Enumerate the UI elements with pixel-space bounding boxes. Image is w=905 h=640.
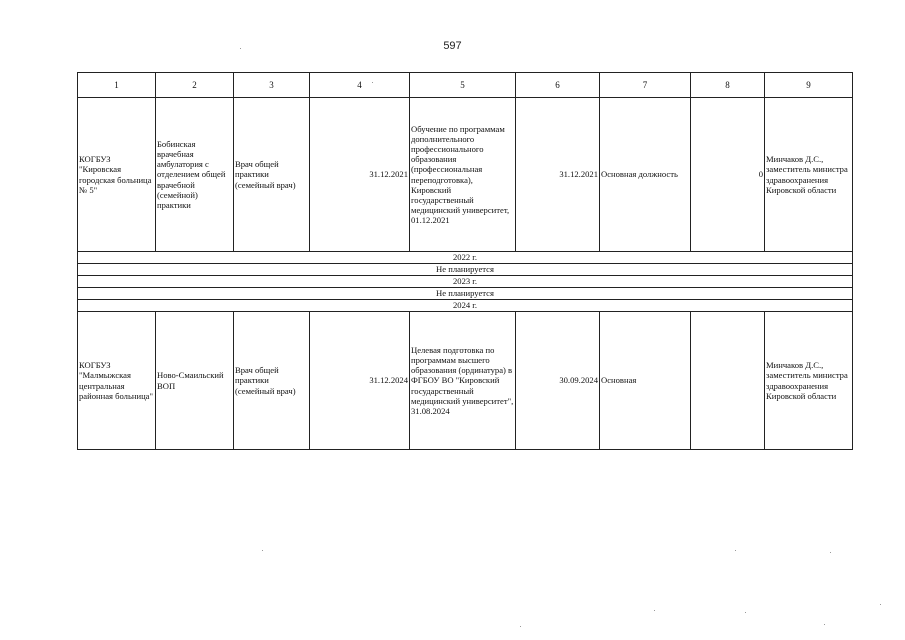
training-cell: Обучение по программам дополнительного профессионального образования (профессиональная переподготовка), Кировский государственный медицинский университет, 01.12.2021: [410, 98, 516, 252]
institution-cell: КОГБУЗ "Малмыжская центральная районная больница": [78, 312, 156, 450]
scan-speck: [880, 604, 881, 605]
year-divider-2023: [78, 276, 853, 288]
training-cell: Целевая подготовка по программам высшего образования (ординатура) в ФГБОУ ВО "Кировский государственный медицинский университет", 31.08.2024: [410, 312, 516, 450]
column-header: 2: [156, 73, 234, 98]
page-number: 597: [443, 40, 462, 52]
scan-speck: [654, 610, 655, 611]
scan-speck: [372, 82, 373, 83]
staffing-table: [77, 72, 853, 450]
deadline-cell: 31.12.2024: [310, 312, 410, 450]
deadline-cell: 31.12.2021: [310, 98, 410, 252]
not-planned-row-2022: [78, 264, 853, 276]
year-divider-2024: [78, 300, 853, 312]
column-header: 8: [691, 73, 765, 98]
hire-date-cell: 30.09.2024: [516, 312, 600, 450]
hire-date-cell: 31.12.2021: [516, 98, 600, 252]
column-header: 7: [600, 73, 691, 98]
column-header: 4: [310, 73, 410, 98]
year-divider-2022: [78, 252, 853, 264]
scan-speck: [824, 624, 825, 625]
unit-cell: Ново-Смаильский ВОП: [156, 312, 234, 450]
table-row: [78, 312, 853, 450]
count-cell: 0: [691, 98, 765, 252]
year-label: 2023 г.: [78, 276, 853, 288]
column-header: 6: [516, 73, 600, 98]
not-planned-row-2023: [78, 288, 853, 300]
column-header: 3: [234, 73, 310, 98]
responsible-cell: Минчаков Д.С., заместитель министра здравоохранения Кировской области: [765, 312, 853, 450]
scan-speck: [735, 550, 736, 551]
position-cell: Врач общей практики (семейный врач): [234, 98, 310, 252]
not-planned-label: Не планируется: [78, 264, 853, 276]
responsible-cell: Минчаков Д.С., заместитель министра здравоохранения Кировской области: [765, 98, 853, 252]
unit-cell: Бобинская врачебная амбулатория с отделением общей врачебной (семейной) практики: [156, 98, 234, 252]
scan-speck: [830, 552, 831, 553]
column-header: 5: [410, 73, 516, 98]
column-header: 9: [765, 73, 853, 98]
institution-cell: КОГБУЗ "Кировская городская больница № 5": [78, 98, 156, 252]
year-label: 2022 г.: [78, 252, 853, 264]
scan-speck: [520, 626, 521, 627]
column-header: 1: [78, 73, 156, 98]
scan-speck: [262, 550, 263, 551]
table-row: [78, 98, 853, 252]
column-number-row: [78, 73, 853, 98]
count-cell: [691, 312, 765, 450]
not-planned-label: Не планируется: [78, 288, 853, 300]
position-cell: Врач общей практики (семейный врач): [234, 312, 310, 450]
employment-type-cell: Основная должность: [600, 98, 691, 252]
scan-speck: [240, 48, 241, 49]
year-label: 2024 г.: [78, 300, 853, 312]
employment-type-cell: Основная: [600, 312, 691, 450]
scan-speck: [745, 612, 746, 613]
